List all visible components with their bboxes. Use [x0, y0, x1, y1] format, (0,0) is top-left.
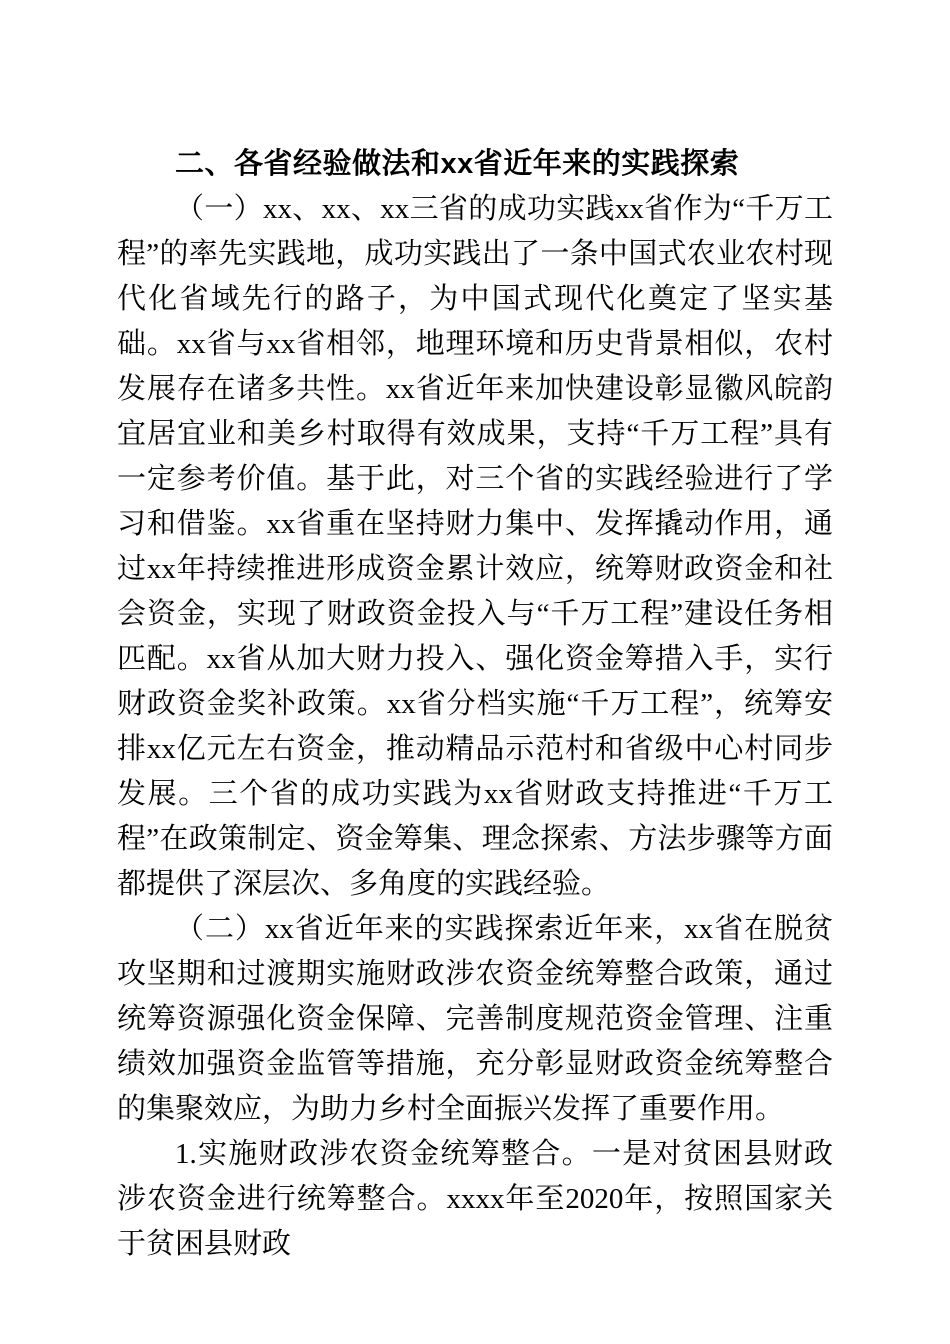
- paragraph-fund-integration: 1.实施财政涉农资金统筹整合。一是对贫困县财政涉农资金进行统筹整合。xxxx年至2020年，按照国家关于贫困县财政: [117, 1138, 833, 1260]
- paragraph-province-practice: （二）xx省近年来的实践探索近年来，xx省在脱贫攻坚期和过渡期实施财政涉农资金统筹整合政策，通过统筹资源强化资金保障、完善制度规范资金管理、注重绩效加强资金监管等措施，充分彰显财政资金统筹整合的集聚效应，为助力乡村全面振兴发挥了重要作用。: [117, 913, 833, 1125]
- section-heading: 二、各省经验做法和xx省近年来的实践探索: [175, 148, 740, 180]
- paragraph-provinces-experience: （一）xx、xx、xx三省的成功实践xx省作为“千万工程”的率先实践地，成功实践出了一条中国式农业农村现代化省域先行的路子，为中国式现代化奠定了坚实基础。xx省与xx省相邻，地理环境和历史背景相似，农村发展存在诸多共性。xx省近年来加快建设彰显徽风皖韵宜居宜业和美乡村取得有效成果，支持“千万工程”具有一定参考价值。基于此，对三个省的实践经验进行了学习和借鉴。xx省重在坚持财力集中、发挥撬动作用，通过xx年持续推进形成资金累计效应，统筹财政资金和社会资金，实现了财政资金投入与“千万工程”建设任务相匹配。xx省从加大财力投入、强化资金筹措入手，实行财政资金奖补政策。xx省分档实施“千万工程”，统筹安排xx亿元左右资金，推动精品示范村和省级中心村同步发展。三个省的成功实践为xx省财政支持推进“千万工程”在政策制定、资金筹集、理念探索、方法步骤等方面都提供了深层次、多角度的实践经验。: [117, 193, 833, 900]
